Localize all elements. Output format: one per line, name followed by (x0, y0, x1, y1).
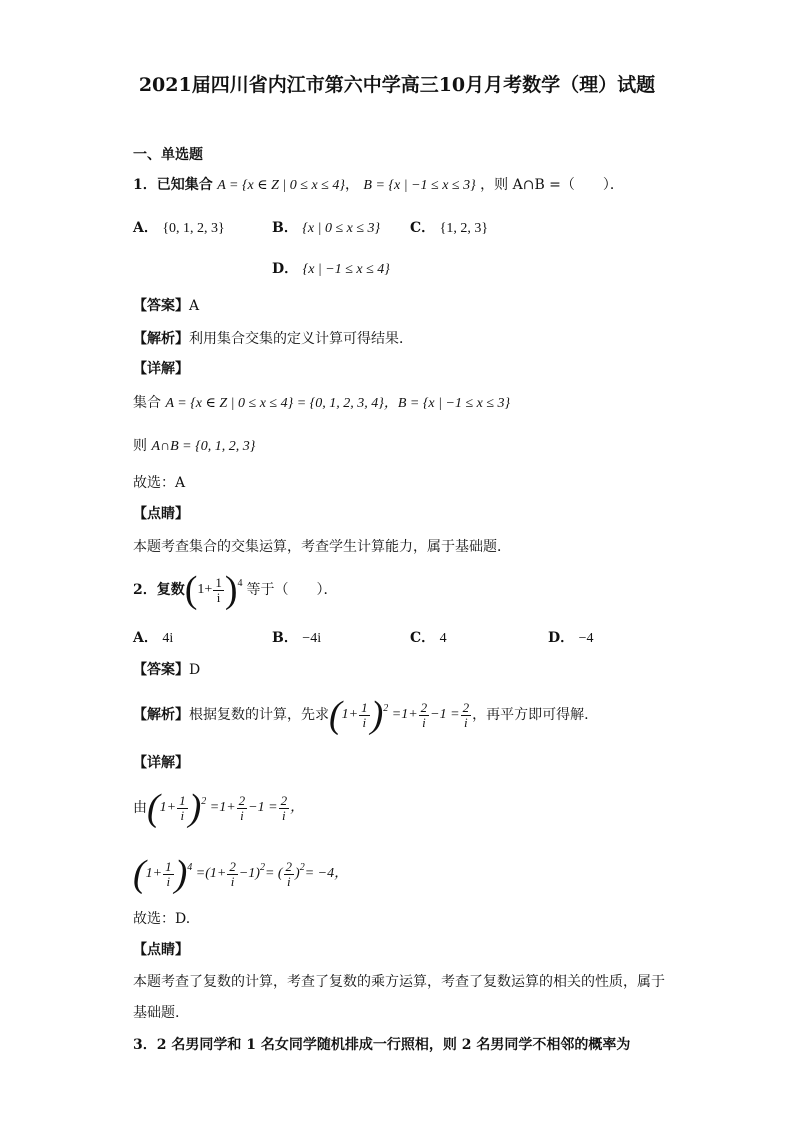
q2-stem-suffix: 等于（ ）． (246, 582, 338, 598)
q1-stem: 1．已知集合 A = {x ∈ Z | 0 ≤ x ≤ 4}， B = {x | −1 ≤ x ≤ 3} ，则 A∩B =（ ）． (133, 177, 624, 193)
detail-prefix: 由 (133, 800, 147, 816)
q2-option-a[interactable] (133, 629, 173, 648)
section-heading: 一、单选题 (133, 147, 203, 163)
q2-comment-line1: 本题考查了复数的计算，考查了复数的乘方运算，考查了复数运算的相关的性质，属于 (133, 974, 665, 990)
q1-option-b[interactable] (272, 219, 380, 238)
q2-option-b[interactable] (272, 629, 321, 648)
option-text: −4i (302, 631, 322, 646)
q2-option-c[interactable] (410, 629, 447, 648)
option-label: C． (410, 630, 436, 646)
q1-option-c[interactable] (410, 219, 488, 238)
answer-value: D (189, 662, 201, 678)
q1-option-a[interactable] (133, 219, 225, 238)
option-text: {1, 2, 3} (439, 221, 489, 236)
answer-label: 【答案】 (133, 298, 189, 314)
option-text: {0, 1, 2, 3} (162, 221, 225, 236)
answer-value: A (189, 298, 200, 314)
q2-analysis (133, 693, 589, 737)
q2-comment-line2: 基础题. (133, 1005, 180, 1021)
q1-stem-suffix: ，则 A∩B =（ ）． (480, 177, 624, 193)
detail-prefix: 则 (133, 438, 147, 454)
detail-formula-2: ( 1+ $\frac{1}{i}$ ) 4 =(1+ $\frac{2}{i}$ −1) 2 = ( $\frac{2}{i}$ ) 2 = −4， (133, 853, 349, 895)
analysis-label: 【解析】 (133, 707, 189, 723)
analysis-formula: ( 1+ $\frac{1}{i}$ ) 2 =1+ $\frac{2}{i}$ −1 = $\frac{2}{i}$ (329, 694, 470, 736)
analysis-label: 【解析】 (133, 331, 189, 347)
q1-detail-line2 (133, 437, 255, 456)
q1-answer (133, 297, 199, 315)
q2-detail-label: 【详解】 (133, 755, 189, 771)
answer-label: 【答案】 (133, 662, 189, 678)
q2-expression: ( 1+ $\frac{1}{i}$ ) 4 (184, 569, 243, 611)
q3-stem: 3．2 名男同学和 1 名女同学随机排成一行照相，则 2 名男同学不相邻的概率为 (133, 1037, 631, 1053)
q2-option-d[interactable] (548, 629, 594, 648)
option-label: B． (272, 220, 298, 236)
q1-detail-label: 【详解】 (133, 361, 189, 377)
option-label: B． (272, 630, 298, 646)
option-text: −4 (578, 631, 594, 646)
detail-formula-1: ( 1+ $\frac{1}{i}$ ) 2 =1+ $\frac{2}{i}$ −1 = $\frac{2}{i}$ ， (147, 787, 305, 829)
q2-stem (133, 568, 337, 612)
analysis-suffix: ，再平方即可得解. (472, 707, 589, 723)
detail-prefix: 集合 (133, 395, 161, 411)
q1-detail-line1 (133, 394, 510, 413)
q1-option-d[interactable] (272, 260, 390, 279)
q1-choose: 故选：A (133, 475, 186, 491)
q2-answer (133, 661, 200, 679)
option-text: 4i (162, 631, 174, 646)
analysis-prefix: 根据复数的计算，先求 (189, 707, 329, 723)
q1-comment: 本题考查集合的交集运算，考查学生计算能力，属于基础题． (133, 539, 511, 555)
q1-comment-label: 【点睛】 (133, 506, 189, 522)
page-title: 2021届四川省内江市第六中学高三10月月考数学（理）试题 (138, 74, 656, 96)
q1-set-b: B = {x | −1 ≤ x ≤ 3} (363, 178, 476, 193)
option-text: {x | −1 ≤ x ≤ 4} (302, 262, 390, 277)
option-label: C． (410, 220, 436, 236)
q1-analysis (133, 330, 413, 348)
option-text: {x | 0 ≤ x ≤ 3} (302, 221, 381, 236)
detail-math: A = {x ∈ Z | 0 ≤ x ≤ 4} = {0, 1, 2, 3, 4}，B = {x | −1 ≤ x ≤ 3} (165, 396, 511, 411)
analysis-text: 利用集合交集的定义计算可得结果． (189, 331, 413, 347)
detail-math: A∩B = {0, 1, 2, 3} (151, 439, 256, 454)
option-label: D． (548, 630, 575, 646)
q2-detail-line2 (133, 852, 348, 896)
q2-choose: 故选：D. (133, 911, 191, 927)
q2-stem-prefix: 2．复数 (133, 582, 185, 598)
q1-set-a: A = {x ∈ Z | 0 ≤ x ≤ 4} (217, 178, 345, 193)
option-label: D． (272, 261, 299, 277)
q2-comment-label: 【点睛】 (133, 942, 189, 958)
option-label: A． (133, 630, 158, 646)
q2-detail-line1 (133, 786, 304, 830)
option-label: A． (133, 220, 158, 236)
option-text: 4 (439, 631, 447, 646)
q1-stem-prefix: 1．已知集合 (133, 177, 213, 193)
